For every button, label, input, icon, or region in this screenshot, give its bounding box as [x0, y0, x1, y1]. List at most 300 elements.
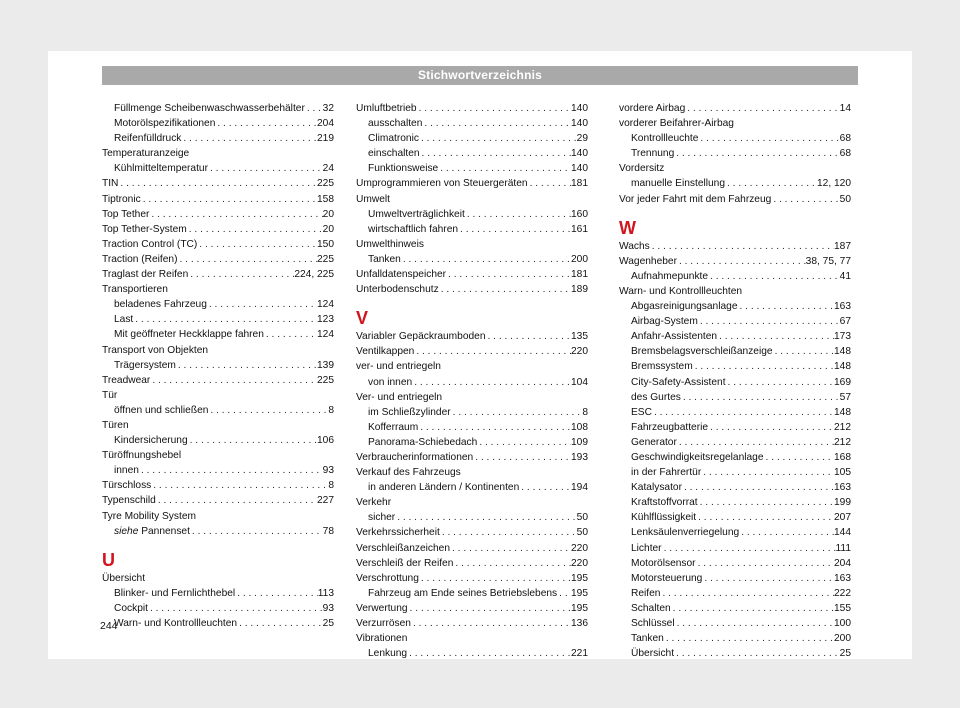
- index-subentry: [356, 131, 588, 146]
- index-subentry: [619, 480, 851, 495]
- entry-term: Kühlmitteltemperatur: [114, 163, 208, 175]
- entry-term: Vibrationen: [356, 633, 408, 645]
- index-entry: [102, 571, 334, 586]
- entry-page-ref: 113: [317, 587, 334, 599]
- dot-leader: [181, 131, 317, 146]
- index-subentry: [619, 571, 851, 586]
- entry-term: Motorölspezifikationen: [114, 118, 216, 130]
- index-entry: [356, 237, 588, 252]
- entry-term: Cockpit: [114, 602, 148, 614]
- entry-term: öffnen und schließen: [114, 404, 209, 416]
- dot-leader: [188, 433, 317, 448]
- entry-page-ref: 150: [317, 238, 334, 250]
- entry-term: Verschrottung: [356, 572, 419, 584]
- dot-leader: [411, 616, 571, 631]
- index-subentry: [102, 358, 334, 373]
- entry-term: einschalten: [368, 148, 420, 160]
- entry-page-ref: 124: [317, 299, 334, 311]
- dot-leader: [395, 510, 576, 525]
- index-entry: [619, 254, 851, 269]
- entry-term: Kontrollleuchte: [631, 133, 699, 145]
- entry-page-ref: 105: [834, 467, 851, 479]
- dot-leader: [422, 116, 571, 131]
- entry-term: Traction Control (TC): [102, 238, 198, 250]
- index-page: [48, 51, 912, 659]
- index-subentry: [619, 176, 851, 191]
- index-entry: [356, 631, 588, 646]
- entry-page-ref: 220: [571, 346, 588, 358]
- entry-page-ref: 123: [317, 314, 334, 326]
- dot-leader: [419, 571, 571, 586]
- index-entry: [356, 192, 588, 207]
- entry-page-ref: 169: [834, 376, 851, 388]
- index-entry: [356, 267, 588, 282]
- entry-term: Verkehr: [356, 497, 392, 509]
- entry-page-ref: 57: [839, 391, 851, 403]
- index-subentry: [102, 403, 334, 418]
- index-subentry: [619, 435, 851, 450]
- entry-term: vordere Airbag: [619, 103, 686, 114]
- entry-term: sicher: [368, 512, 396, 524]
- entry-page-ref: 38, 75, 77: [805, 255, 851, 267]
- entry-page-ref: 25: [322, 618, 334, 629]
- entry-term: Katalysator: [631, 482, 682, 494]
- index-entry: [619, 192, 851, 207]
- index-subentry: [619, 541, 851, 556]
- entry-page-ref: 68: [839, 133, 851, 145]
- index-entry: [356, 390, 588, 405]
- dot-leader: [662, 541, 836, 556]
- dot-leader: [773, 344, 834, 359]
- entry-term: ver- und entriegeln: [356, 361, 441, 373]
- entry-page-ref: 173: [834, 331, 851, 343]
- dot-leader: [118, 176, 317, 191]
- index-entry: [619, 239, 851, 254]
- dot-leader: [215, 116, 317, 131]
- dot-leader: [417, 101, 571, 116]
- entry-page-ref: 148: [834, 346, 851, 358]
- entry-term: von innen: [368, 376, 413, 388]
- index-entry: [619, 101, 851, 116]
- dot-leader: [305, 101, 323, 116]
- entry-page-ref: 212: [834, 436, 851, 448]
- index-subentry: [619, 586, 851, 601]
- dot-leader: [701, 465, 834, 480]
- index-subentry: [619, 616, 851, 631]
- entry-term: Türschloss: [102, 480, 152, 492]
- dot-leader: [187, 222, 323, 237]
- entry-term: Panorama-Schiebedach: [368, 436, 478, 448]
- entry-term: wirtschaftlich fahren: [368, 223, 459, 235]
- dot-leader: [664, 631, 834, 646]
- entry-term: Generator: [631, 436, 677, 448]
- entry-term: Lenksäulenverriegelung: [631, 527, 740, 539]
- entry-term: Kraftstoffvorrat: [631, 497, 698, 509]
- index-subentry: [619, 131, 851, 146]
- entry-page-ref: 135: [571, 331, 588, 343]
- entry-term: Trennung: [631, 148, 675, 160]
- dot-leader: [208, 403, 328, 418]
- entry-term: Umprogrammieren von Steuergeräten: [356, 178, 528, 190]
- index-subentry: [102, 161, 334, 176]
- dot-leader: [650, 239, 834, 254]
- entry-term: Übersicht: [102, 572, 146, 584]
- index-subentry: [356, 510, 588, 525]
- entry-page-ref: 78: [322, 525, 334, 537]
- dot-leader: [133, 312, 317, 327]
- dot-leader: [235, 586, 318, 601]
- entry-term: Transportieren: [102, 284, 168, 296]
- entry-page-ref: 207: [834, 512, 851, 524]
- entry-page-ref: 140: [571, 148, 588, 160]
- entry-page-ref: 8: [328, 480, 334, 492]
- entry-term: Umweltverträglichkeit: [368, 208, 465, 220]
- dot-leader: [207, 297, 317, 312]
- entry-page-ref: 225: [317, 178, 334, 190]
- dot-leader: [682, 480, 834, 495]
- index-entry: [356, 525, 588, 540]
- index-entry: [102, 373, 334, 388]
- entry-term: TIN: [102, 178, 119, 190]
- index-subentry: [619, 495, 851, 510]
- entry-term: Vor jeder Fahrt mit dem Fahrzeug: [619, 193, 772, 205]
- entry-term: Vordersitz: [619, 163, 665, 175]
- entry-term: Variabler Gepäckraumboden: [356, 331, 486, 343]
- entry-page-ref: 158: [317, 193, 334, 205]
- index-entry: [102, 478, 334, 493]
- index-subentry: [619, 525, 851, 540]
- entry-term: Geschwindigkeitsregelanlage: [631, 451, 764, 463]
- entry-page-ref: 50: [576, 527, 588, 539]
- entry-term: Temperaturanzeige: [102, 148, 190, 160]
- entry-term: Motorölsensor: [631, 557, 696, 569]
- index-entry: [102, 493, 334, 508]
- entry-page-ref: 222: [834, 587, 851, 599]
- index-entry: [102, 176, 334, 191]
- entry-term: Fahrzeug am Ende seines Betriebslebens: [368, 587, 558, 599]
- index-subentry: [619, 375, 851, 390]
- dot-leader: [671, 601, 834, 616]
- entry-term: Wagenheber: [619, 255, 677, 267]
- entry-term: Unfalldatenspeicher: [356, 269, 447, 281]
- entry-page-ref: 8: [582, 406, 588, 418]
- index-subentry: [356, 586, 588, 601]
- dot-leader: [738, 299, 835, 314]
- see-reference: siehe: [114, 525, 139, 537]
- dot-leader: [674, 146, 839, 161]
- entry-page-ref: 93: [322, 602, 334, 614]
- dot-leader: [681, 390, 840, 405]
- index-subentry: [619, 269, 851, 284]
- index-entry: [102, 282, 334, 297]
- entry-term: in anderen Ländern / Kontinenten: [368, 482, 520, 494]
- entry-page-ref: 155: [834, 602, 851, 614]
- index-subentry: [619, 390, 851, 405]
- dot-leader: [188, 267, 294, 282]
- entry-term: Türöffnungshebel: [102, 450, 182, 462]
- dot-leader: [264, 327, 317, 342]
- dot-leader: [693, 359, 834, 374]
- entry-page-ref: 111: [835, 542, 851, 554]
- dot-leader: [473, 450, 571, 465]
- entry-page-ref: 32: [322, 103, 334, 114]
- entry-term: Verschleiß der Reifen: [356, 557, 454, 569]
- index-subentry: [356, 375, 588, 390]
- index-entry: [102, 343, 334, 358]
- dot-leader: [418, 420, 571, 435]
- index-subentry: [619, 646, 851, 661]
- entry-page-ref: 68: [839, 148, 851, 160]
- index-entry: [102, 192, 334, 207]
- entry-page-ref: 20: [322, 208, 334, 220]
- dot-leader: [208, 161, 323, 176]
- index-subentry: [102, 116, 334, 131]
- entry-term: Schlüssel: [631, 618, 675, 629]
- dot-leader: [414, 344, 571, 359]
- entry-page-ref: 139: [317, 359, 334, 371]
- entry-term: Traglast der Reifen: [102, 269, 189, 281]
- entry-term: Anfahr-Assistenten: [631, 331, 718, 343]
- index-entry: [356, 329, 588, 344]
- dot-leader: [771, 192, 839, 207]
- entry-term: Kofferraum: [368, 421, 419, 433]
- index-column-1: [102, 101, 334, 631]
- dot-leader: [685, 101, 839, 116]
- entry-term: Türen: [102, 419, 129, 431]
- entry-page-ref: 193: [571, 451, 588, 463]
- index-entry: [102, 509, 334, 524]
- entry-page-ref: 109: [571, 436, 588, 448]
- entry-term: Schalten: [631, 602, 671, 614]
- index-subentry: [619, 314, 851, 329]
- dot-leader: [725, 176, 817, 191]
- entry-term: Kühlflüssigkeit: [631, 512, 697, 524]
- entry-page-ref: 200: [834, 633, 851, 645]
- entry-page-ref: 187: [834, 240, 851, 252]
- entry-term: Verkauf des Fahrzeugs: [356, 467, 461, 479]
- entry-term: Climatronic: [368, 133, 419, 145]
- index-subentry: [619, 299, 851, 314]
- dot-leader: [528, 176, 571, 191]
- entry-term: Verschleißanzeichen: [356, 542, 451, 554]
- index-subentry: [619, 329, 851, 344]
- entry-page-ref: 220: [571, 557, 588, 569]
- dot-leader: [237, 616, 323, 631]
- dot-leader: [486, 329, 572, 344]
- entry-term: Übersicht: [631, 648, 675, 660]
- index-entry: [356, 282, 588, 297]
- entry-term: Umwelt: [356, 193, 390, 205]
- index-entry: [356, 571, 588, 586]
- dot-leader: [419, 131, 577, 146]
- section-letter: V: [356, 308, 369, 329]
- entry-term: Top Tether-System: [102, 223, 187, 235]
- entry-term: ESC: [631, 406, 652, 418]
- entry-term: Wachs: [619, 240, 650, 252]
- entry-term: Last: [114, 314, 134, 326]
- entry-page-ref: 220: [571, 542, 588, 554]
- index-subentry: [102, 524, 334, 539]
- entry-term: Airbag-System: [631, 316, 698, 328]
- dot-leader: [764, 450, 834, 465]
- entry-page-ref: 25: [839, 648, 851, 660]
- index-subentry: [102, 433, 334, 448]
- entry-page-ref: 189: [571, 284, 588, 296]
- entry-term: City-Safety-Assistent: [631, 376, 726, 388]
- entry-term: Verbraucherinformationen: [356, 451, 474, 463]
- index-subentry: [102, 616, 334, 631]
- dot-leader: [407, 646, 571, 661]
- entry-term: Mit geöffneter Heckklappe fahren: [114, 329, 264, 341]
- entry-page-ref: 204: [317, 118, 334, 130]
- entry-page-ref: 140: [571, 118, 588, 130]
- index-entry: [102, 222, 334, 237]
- index-entry: [619, 161, 851, 176]
- dot-leader: [453, 556, 571, 571]
- entry-term: des Gurtes: [631, 391, 681, 403]
- dot-leader: [458, 222, 571, 237]
- index-subentry: [102, 297, 334, 312]
- entry-page-ref: 24: [322, 163, 334, 175]
- index-entry: [356, 556, 588, 571]
- dot-leader: [451, 405, 583, 420]
- index-subentry: [356, 405, 588, 420]
- index-subentry: [356, 146, 588, 161]
- entry-term: vorderer Beifahrer-Airbag: [619, 118, 734, 130]
- entry-term: Reifen: [631, 587, 661, 599]
- entry-term: Füllmenge Scheibenwaschwasserbehälter: [114, 103, 305, 114]
- index-entry: [356, 616, 588, 631]
- entry-term: Ventilkappen: [356, 346, 415, 358]
- section-letter: U: [102, 549, 115, 570]
- dot-leader: [420, 146, 571, 161]
- entry-page-ref: 106: [317, 435, 334, 447]
- dot-leader: [197, 237, 317, 252]
- index-subentry: [356, 480, 588, 495]
- entry-term: Kindersicherung: [114, 435, 188, 447]
- page-header-title: Stichwortverzeichnis: [102, 66, 858, 85]
- entry-page-ref: 204: [834, 557, 851, 569]
- entry-term: Warn- und Kontrollleuchten: [619, 285, 743, 297]
- dot-leader: [708, 269, 840, 284]
- index-subentry: [102, 463, 334, 478]
- dot-leader: [148, 601, 323, 616]
- dot-leader: [652, 405, 834, 420]
- index-subentry: [619, 420, 851, 435]
- entry-term: Fahrzeugbatterie: [631, 421, 709, 433]
- entry-page-ref: 108: [571, 421, 588, 433]
- dot-leader: [708, 420, 834, 435]
- dot-leader: [408, 601, 571, 616]
- index-subentry: [619, 450, 851, 465]
- index-subentry: [356, 116, 588, 131]
- entry-page-ref: 221: [571, 648, 588, 660]
- dot-leader: [698, 495, 834, 510]
- entry-term: Tyre Mobility System: [102, 510, 196, 522]
- entry-term: Umluftbetrieb: [356, 103, 417, 114]
- dot-leader: [519, 480, 571, 495]
- page-number: 244: [100, 620, 118, 632]
- entry-page-ref: 195: [571, 572, 588, 584]
- entry-page-ref: 194: [571, 482, 588, 494]
- entry-page-ref: 225: [317, 374, 334, 386]
- index-entry: [356, 601, 588, 616]
- dot-leader: [702, 571, 834, 586]
- entry-term: Ver- und entriegeln: [356, 391, 443, 403]
- entry-page-ref: 163: [834, 301, 851, 313]
- entry-page-ref: 168: [834, 451, 851, 463]
- dot-leader: [696, 556, 834, 571]
- index-entry: [619, 116, 851, 131]
- index-entry: [102, 252, 334, 267]
- dot-leader: [139, 463, 323, 478]
- dot-leader: [674, 646, 840, 661]
- index-entry: [356, 101, 588, 116]
- dot-leader: [698, 131, 839, 146]
- entry-term: Blinker- und Fernlichthebel: [114, 587, 236, 599]
- index-subentry: [619, 359, 851, 374]
- entry-page-ref: 8: [328, 404, 334, 416]
- entry-term: beladenes Fahrzeug: [114, 299, 207, 311]
- entry-page-ref: 160: [571, 208, 588, 220]
- dot-leader: [440, 525, 577, 540]
- entry-term: Trägersystem: [114, 359, 176, 371]
- index-entry: [102, 418, 334, 433]
- entry-page-ref: 93: [322, 465, 334, 477]
- entry-term: Lenkung: [368, 648, 408, 660]
- entry-term: Verkehrssicherheit: [356, 527, 440, 539]
- entry-term: in der Fahrertür: [631, 467, 702, 479]
- index-entry: [356, 344, 588, 359]
- index-subentry: [102, 131, 334, 146]
- entry-term: Pannenset: [141, 525, 190, 537]
- index-subentry: [619, 465, 851, 480]
- entry-page-ref: 212: [834, 421, 851, 433]
- index-entry: [356, 541, 588, 556]
- dot-leader: [726, 375, 834, 390]
- index-subentry: [619, 344, 851, 359]
- entry-page-ref: 12, 120: [817, 178, 851, 190]
- index-subentry: [356, 420, 588, 435]
- index-entry: [356, 176, 588, 191]
- entry-page-ref: 161: [571, 223, 588, 235]
- dot-leader: [150, 373, 317, 388]
- entry-page-ref: 224, 225: [294, 269, 334, 281]
- dot-leader: [557, 586, 571, 601]
- entry-page-ref: 181: [571, 178, 588, 190]
- entry-term: Tür: [102, 389, 118, 401]
- entry-page-ref: 148: [834, 406, 851, 418]
- index-entry: [102, 388, 334, 403]
- entry-term: Traction (Reifen): [102, 253, 178, 265]
- index-column-3: [619, 101, 851, 661]
- dot-leader: [717, 329, 834, 344]
- dot-leader: [675, 616, 834, 631]
- dot-leader: [677, 435, 834, 450]
- dot-leader: [178, 252, 318, 267]
- entry-page-ref: 195: [571, 587, 588, 599]
- entry-page-ref: 163: [834, 572, 851, 584]
- entry-term: Reifenfülldruck: [114, 133, 182, 145]
- index-subentry: [356, 161, 588, 176]
- index-subentry: [619, 146, 851, 161]
- dot-leader: [446, 267, 571, 282]
- entry-term: Abgasreinigungsanlage: [631, 301, 738, 313]
- index-entry: [356, 359, 588, 374]
- entry-page-ref: 163: [834, 482, 851, 494]
- entry-page-ref: 20: [322, 223, 334, 235]
- entry-page-ref: 29: [576, 133, 588, 145]
